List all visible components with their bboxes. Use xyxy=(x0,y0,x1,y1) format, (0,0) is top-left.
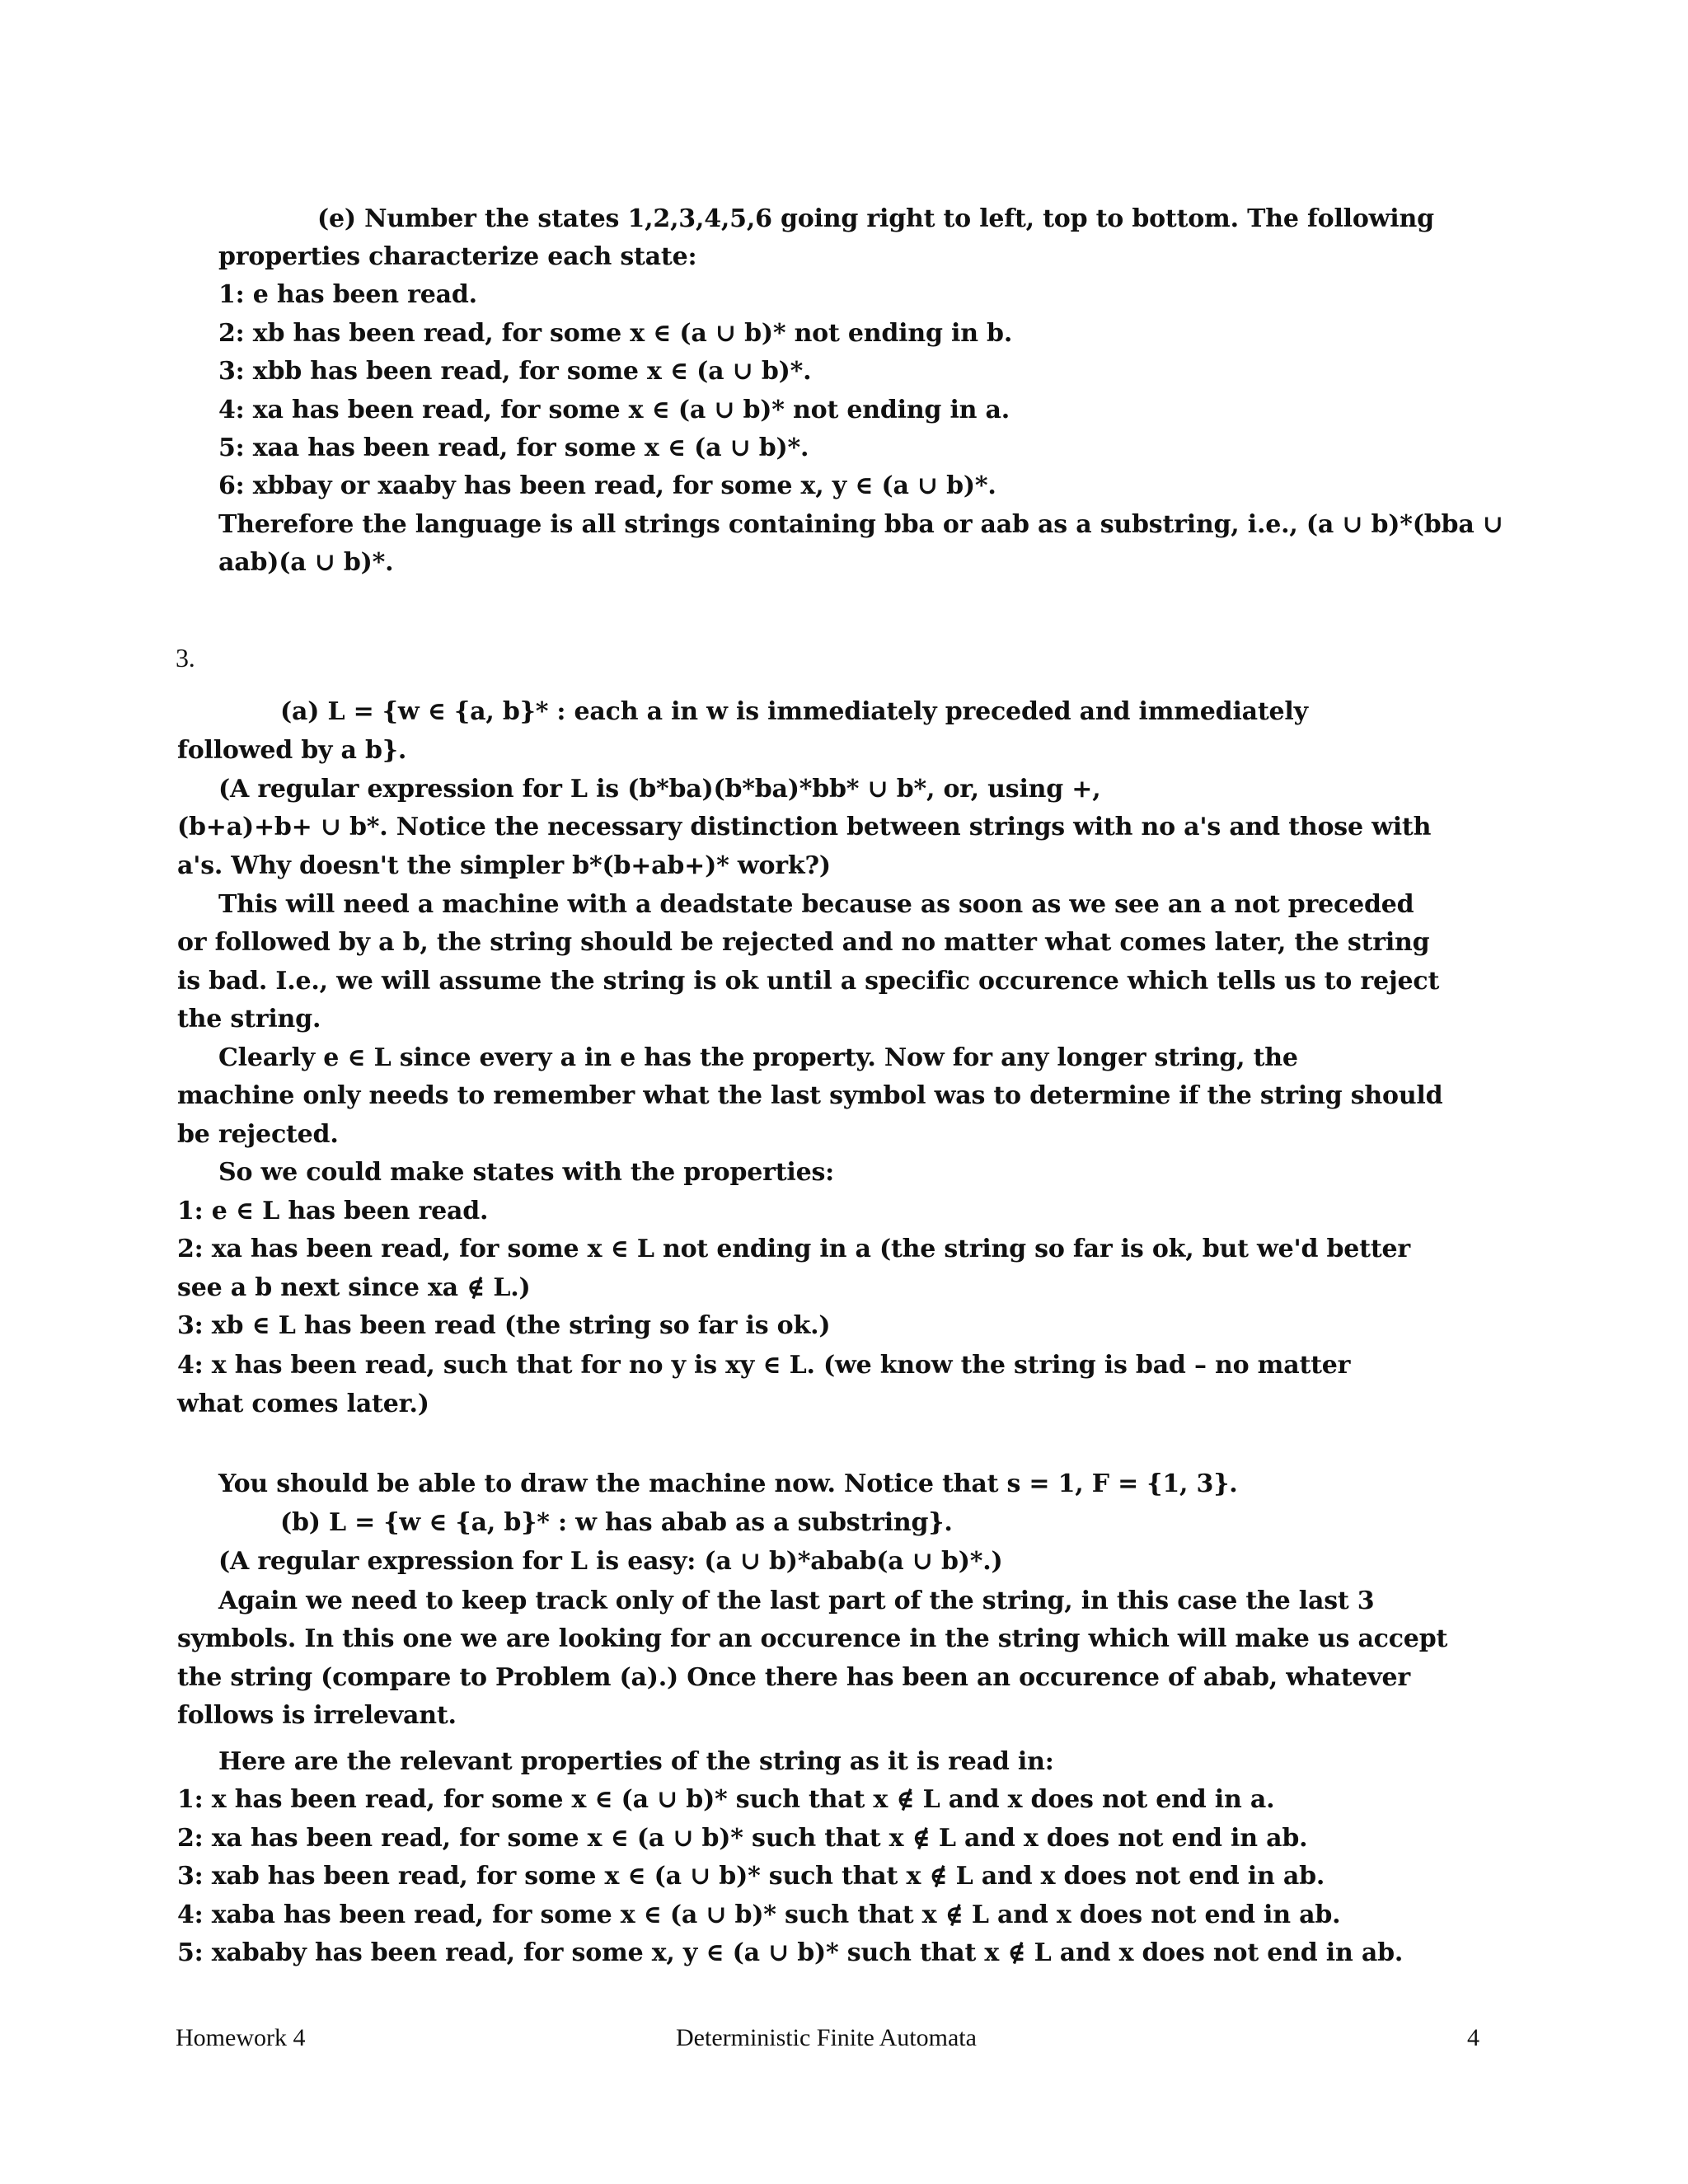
part-b-state-1: 1: x has been read, for some x ∈ (a ∪ b)* such that x ∉ L and x does not end in a. xyxy=(177,1785,1275,1814)
part-a-deadstate-line-4: the string. xyxy=(177,1005,321,1033)
part-b-again-line-4: follows is irrelevant. xyxy=(177,1701,457,1730)
part-b-state-4: 4: xaba has been read, for some x ∈ (a ∪ b)* such that x ∉ L and x does not end in ab. xyxy=(177,1900,1341,1929)
part-b-definition: (b) L = {w ∈ {a, b}* : w has abab as a substring}. xyxy=(280,1508,953,1537)
part-b-state-2: 2: xa has been read, for some x ∈ (a ∪ b)* such that x ∉ L and x does not end in ab. xyxy=(177,1824,1308,1853)
part-b-again-line-2: symbols. In this one we are looking for an occurence in the string which will make us accept xyxy=(177,1624,1448,1653)
part-a-clearly-line-2: machine only needs to remember what the last symbol was to determine if the string should xyxy=(177,1081,1443,1110)
part-a-draw-machine: You should be able to draw the machine now. Notice that s = 1, F = {1, 3}. xyxy=(218,1469,1238,1498)
part-b-state-3: 3: xab has been read, for some x ∈ (a ∪ b)* such that x ∉ L and x does not end in ab. xyxy=(177,1862,1325,1891)
footer-center: Deterministic Finite Automata xyxy=(676,2024,977,2051)
part-e-state-5: 5: xaa has been read, for some x ∈ (a ∪ b)*. xyxy=(218,434,809,462)
part-a-regex-line-1: (A regular expression for L is (b*ba)(b*ba)*bb* ∪ b*, or, using +, xyxy=(218,775,1101,804)
part-a-state-4-line-2: what comes later.) xyxy=(177,1390,429,1418)
part-b-state-5: 5: xababy has been read, for some x, y ∈ (a ∪ b)* such that x ∉ L and x does not end in ab. xyxy=(177,1938,1404,1967)
part-a-clearly-line-3: be rejected. xyxy=(177,1120,339,1149)
part-a-state-2-line-2: see a b next since xa ∉ L.) xyxy=(177,1273,531,1302)
part-e-intro-line-1: (e) Number the states 1,2,3,4,5,6 going right to left, top to bottom. The following xyxy=(317,204,1434,233)
part-e-state-6: 6: xbbay or xaaby has been read, for some x, y ∈ (a ∪ b)*. xyxy=(218,471,996,500)
footer-left: Homework 4 xyxy=(176,2024,306,2051)
part-a-state-2-line-1: 2: xa has been read, for some x ∈ L not ending in a (the string so far is ok, but we'd better xyxy=(177,1235,1410,1263)
part-a-definition-line-1: (a) L = {w ∈ {a, b}* : each a in w is immediately preceded and immediately xyxy=(280,697,1308,726)
footer-page-number: 4 xyxy=(1467,2024,1479,2051)
part-a-deadstate-line-1: This will need a machine with a deadstate because as soon as we see an a not preceded xyxy=(218,890,1414,919)
part-e-state-3: 3: xbb has been read, for some x ∈ (a ∪ b)*. xyxy=(218,357,812,386)
part-a-deadstate-line-3: is bad. I.e., we will assume the string is ok until a specific occurence which tells us to reject xyxy=(177,967,1440,996)
part-e-intro-line-2: properties characterize each state: xyxy=(218,242,697,271)
part-a-state-4-line-1: 4: x has been read, such that for no y is xy ∈ L. (we know the string is bad – no matter xyxy=(177,1351,1351,1380)
part-e-state-4: 4: xa has been read, for some x ∈ (a ∪ b)* not ending in a. xyxy=(218,396,1010,424)
part-e-conclusion-line-1: Therefore the language is all strings containing bba or aab as a substring, i.e., (a ∪ b)*(bba ∪ xyxy=(218,510,1503,539)
part-a-deadstate-line-2: or followed by a b, the string should be rejected and no matter what comes later, the string xyxy=(177,928,1430,957)
part-a-definition-line-2: followed by a b}. xyxy=(177,736,407,765)
part-b-regex: (A regular expression for L is easy: (a ∪ b)*abab(a ∪ b)*.) xyxy=(218,1547,1003,1576)
part-a-clearly-line-1: Clearly e ∈ L since every a in e has the property. Now for any longer string, the xyxy=(218,1043,1298,1072)
part-e-conclusion-line-2: aab)(a ∪ b)*. xyxy=(218,548,394,577)
part-e-state-1: 1: e has been read. xyxy=(218,280,477,309)
part-a-regex-line-3: a's. Why doesn't the simpler b*(b+ab+)* work?) xyxy=(177,851,831,880)
part-a-state-3: 3: xb ∈ L has been read (the string so far is ok.) xyxy=(177,1311,831,1340)
part-b-again-line-1: Again we need to keep track only of the last part of the string, in this case the last 3 xyxy=(218,1586,1375,1615)
part-a-regex-line-2: (b+a)+b+ ∪ b*. Notice the necessary distinction between strings with no a's and those with xyxy=(177,813,1432,841)
part-e-state-2: 2: xb has been read, for some x ∈ (a ∪ b)* not ending in b. xyxy=(218,319,1013,348)
section-number: 3. xyxy=(176,643,195,673)
part-b-again-line-3: the string (compare to Problem (a).) Once there has been an occurence of abab, whatever xyxy=(177,1663,1410,1692)
part-b-properties-intro: Here are the relevant properties of the string as it is read in: xyxy=(218,1747,1054,1776)
part-a-state-1: 1: e ∈ L has been read. xyxy=(177,1197,489,1226)
part-a-states-intro: So we could make states with the properties: xyxy=(218,1158,835,1187)
